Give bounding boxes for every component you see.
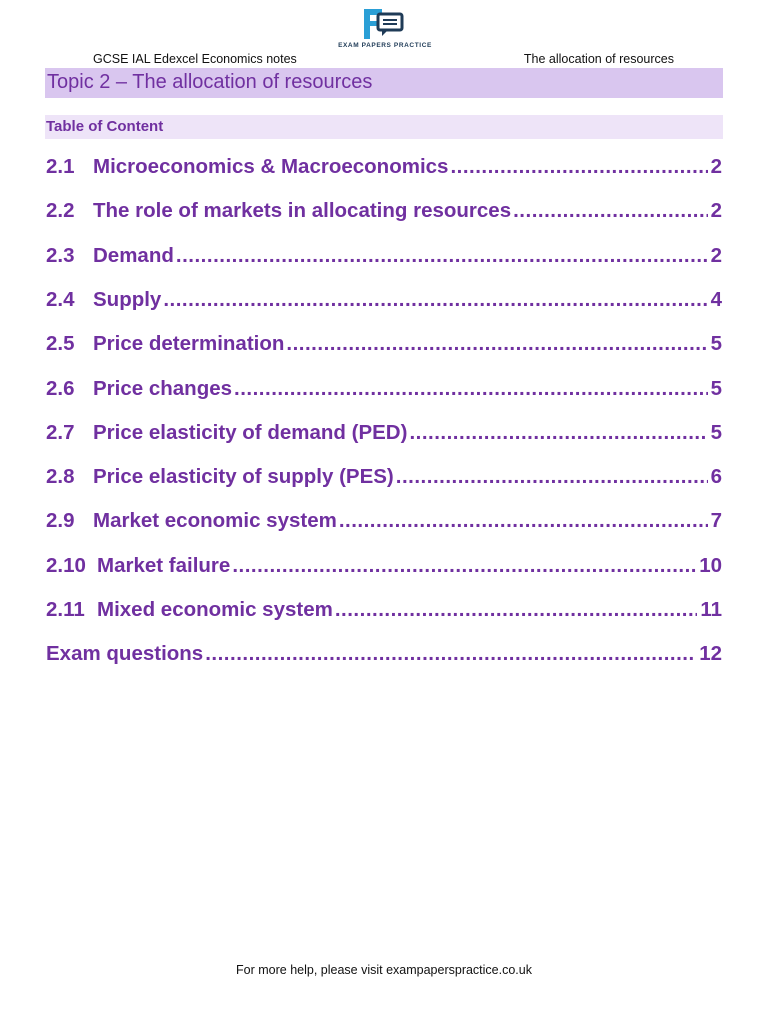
toc-entry-page: 2 bbox=[710, 155, 722, 178]
toc-leader-dots bbox=[163, 288, 707, 312]
toc-entry-number: 2.9 bbox=[46, 509, 75, 532]
toc-leader-dots bbox=[232, 554, 696, 578]
toc-entry-title: Demand bbox=[93, 244, 174, 267]
toc-leader-dots bbox=[205, 642, 696, 666]
exam-papers-practice-logo-icon bbox=[362, 6, 408, 42]
toc-entry[interactable] bbox=[46, 199, 722, 227]
toc-entry[interactable] bbox=[46, 332, 722, 360]
header-course: GCSE IAL Edexcel Economics notes bbox=[93, 52, 297, 66]
toc-entry-title: Price elasticity of demand (PED) bbox=[93, 421, 408, 444]
toc-entry-number: 2.3 bbox=[46, 244, 75, 267]
toc-leader-dots bbox=[339, 509, 708, 533]
toc-entry[interactable] bbox=[46, 377, 722, 405]
toc-entry-number: 2.8 bbox=[46, 465, 75, 488]
toc-entry-page: 5 bbox=[710, 377, 722, 400]
toc-entry-number: 2.5 bbox=[46, 332, 75, 355]
toc-entry[interactable] bbox=[46, 244, 722, 272]
toc-entry[interactable] bbox=[46, 421, 722, 449]
toc-entry-page: 2 bbox=[710, 199, 722, 222]
topic-banner bbox=[45, 68, 723, 98]
toc-heading: Table of Content bbox=[46, 118, 164, 135]
toc-entry-title: Market failure bbox=[97, 554, 231, 577]
toc-entry-page: 4 bbox=[710, 288, 722, 311]
toc-entry-title: Price elasticity of supply (PES) bbox=[93, 465, 394, 488]
toc-entry-page: 11 bbox=[700, 598, 722, 621]
toc-entry-number: 2.4 bbox=[46, 288, 75, 311]
toc-entry-page: 7 bbox=[710, 509, 722, 532]
toc-leader-dots bbox=[176, 244, 708, 268]
toc-entry[interactable] bbox=[46, 642, 722, 670]
toc-entry-page: 6 bbox=[710, 465, 722, 488]
toc-entry[interactable] bbox=[46, 554, 722, 582]
toc-entry-number: 2.7 bbox=[46, 421, 75, 444]
toc-leader-dots bbox=[513, 199, 707, 223]
toc-entry-title: Exam questions bbox=[46, 642, 204, 665]
footer-help-text: For more help, please visit exampaperspractice.co.uk bbox=[236, 963, 532, 977]
toc-entry-page: 10 bbox=[699, 554, 722, 577]
logo-text: EXAM PAPERS PRACTICE bbox=[338, 42, 432, 49]
toc-entry-title: Market economic system bbox=[93, 509, 337, 532]
toc-leader-dots bbox=[409, 421, 707, 445]
toc-leader-dots bbox=[450, 155, 707, 179]
toc-leader-dots bbox=[286, 332, 707, 356]
toc-entry-number: 2.1 bbox=[46, 155, 75, 178]
logo bbox=[330, 6, 440, 50]
toc-entry[interactable] bbox=[46, 509, 722, 537]
toc-entry-number: 2.10 bbox=[46, 554, 86, 577]
toc-entry-title: Supply bbox=[93, 288, 162, 311]
header-topic: The allocation of resources bbox=[523, 52, 674, 66]
toc-entry[interactable] bbox=[46, 288, 722, 316]
toc-entry-title: Microeconomics & Macroeconomics bbox=[93, 155, 449, 178]
toc-entry-number: 2.2 bbox=[46, 199, 75, 222]
toc-entry-page: 5 bbox=[710, 421, 722, 444]
toc-leader-dots bbox=[335, 598, 697, 622]
page-title: Topic 2 – The allocation of resources bbox=[47, 71, 373, 93]
toc-entry-title: Mixed economic system bbox=[97, 598, 333, 621]
toc-entry-page: 2 bbox=[710, 244, 722, 267]
toc-entry-title: Price changes bbox=[93, 377, 233, 400]
toc-entry[interactable] bbox=[46, 155, 722, 183]
toc-entry-page: 12 bbox=[699, 642, 722, 665]
toc-entry[interactable] bbox=[46, 598, 722, 626]
toc-leader-dots bbox=[234, 377, 708, 401]
toc-leader-dots bbox=[396, 465, 708, 489]
toc-entry-title: The role of markets in allocating resources bbox=[93, 199, 512, 222]
toc-entry[interactable] bbox=[46, 465, 722, 493]
toc-entry-number: 2.6 bbox=[46, 377, 75, 400]
toc-heading-bar bbox=[45, 115, 723, 139]
toc-entry-page: 5 bbox=[710, 332, 722, 355]
toc-entry-number: 2.11 bbox=[46, 598, 85, 621]
toc-entry-title: Price determination bbox=[93, 332, 285, 355]
